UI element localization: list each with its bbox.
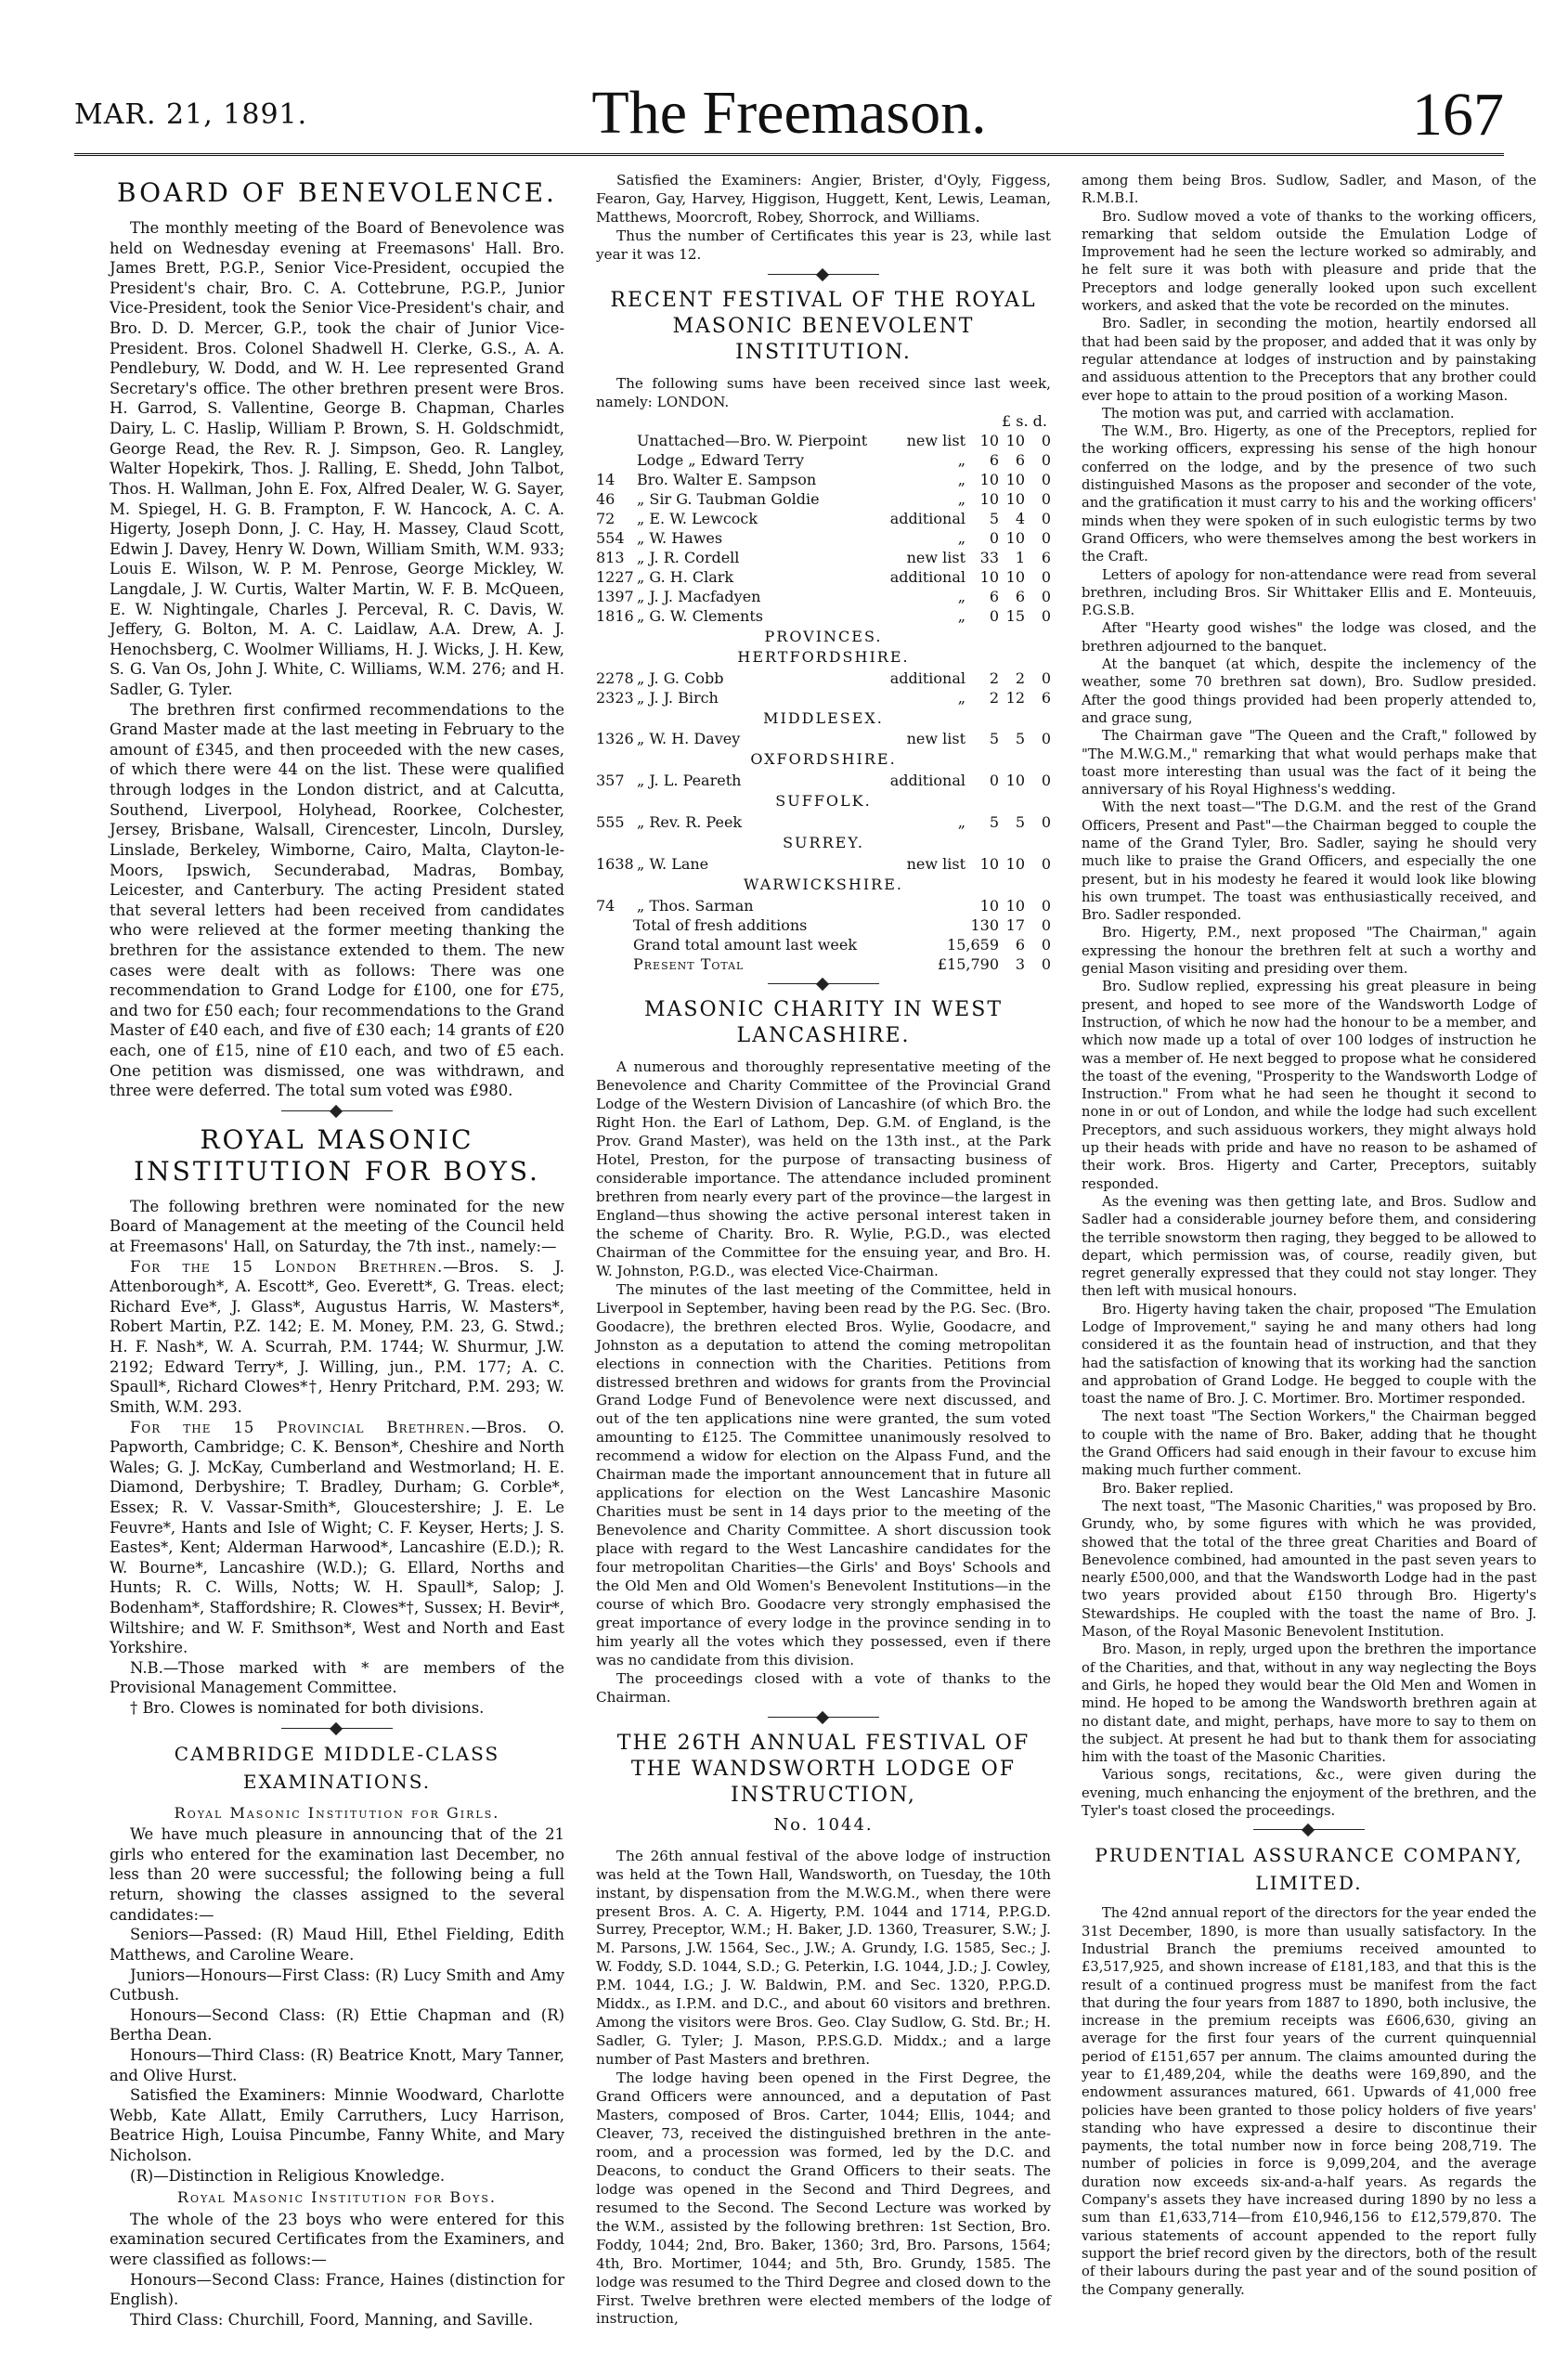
sum-row [596,668,1051,688]
total-row [596,915,1051,935]
sum-lodge-no: 2278 [596,668,634,687]
sum-shillings: 10 [1005,855,1025,874]
wandsworth-cont-para: Letters of apology for non-attendance were read from several brethren, including Bros. Sir Whittaker Ellis and E. Monteuuis, P.G.S.B. [1082,566,1536,619]
total-d: 0 [1041,916,1051,935]
sum-donor: Lodge „ Edward Terry [637,450,805,469]
boys-provincial [110,1418,564,1658]
sum-pounds: 10 [979,855,999,874]
sum-list-note: new list [906,855,965,874]
newspaper-title: The Freemason. [591,79,987,147]
total-s: 6 [1015,936,1025,954]
wandsworth-cont-para: Bro. Higerty, P.M., next proposed "The Chairman," again expressing the honour the brethren felt at such a worthy and genial Mason visiting and presiding over them. [1082,925,1536,978]
sum-row [596,528,1051,548]
total-s: 17 [1005,916,1025,935]
wandsworth-cont-para: The motion was put, and carried with acclamation. [1102,405,1455,422]
sum-lodge-no: 14 [596,470,616,488]
sum-donor: „ Sir G. Taubman Goldie [637,489,820,508]
totals-table [596,915,1051,974]
sum-shillings: 10 [1005,772,1025,790]
boys-london-label: For the 15 London Brethren. [130,1257,444,1276]
wandsworth-cont-para: among them being Bros. Sudlow, Sadler, and Mason, of the R.M.B.I. [1082,173,1536,207]
sum-lodge-no: 1816 [596,606,634,625]
sum-donor: Unattached—Bro. W. Pierpoint [637,431,868,449]
total-row [596,935,1051,954]
section-divider [768,1717,879,1718]
exam-result-line: Third Class: Churchill, Foord, Manning, and Saville. [130,2310,534,2329]
london-heading: LONDON. [656,393,730,410]
issue-date: MAR. 21, 1891. [74,98,308,131]
warwick-table [596,896,1051,915]
girls-intro: We have much pleasure in announcing that of the 21 girls who entered for the examination last December, no less than 20 were successful; the following being a full return, showing the classes assigned to the several candidates:— [110,1825,564,1924]
warwick-rows [596,896,1051,915]
cambridge-heading: CAMBRIDGE MIDDLE-CLASS [174,1742,500,1765]
sum-donor: „ Thos. Sarman [637,897,754,915]
sum-pounds: 5 [989,730,999,748]
sum-pence: 0 [1041,450,1051,469]
festival-heading: RECENT FESTIVAL OF THE ROYAL MASONIC BENEVOLENT INSTITUTION. [610,288,1037,364]
suffolk-rows [596,812,1051,832]
sum-donor: „ J. J. Macfadyen [637,587,761,605]
column-1 [110,172,564,2330]
warwick-heading: WARWICKSHIRE. [744,876,903,894]
sum-shillings: 10 [1005,897,1025,915]
sum-pence: 0 [1041,509,1051,527]
sum-pounds: 0 [989,606,999,625]
sum-donor: „ G. H. Clark [637,567,734,586]
london-rows [596,431,1051,626]
wandsworth-cont-para: Various songs, recitations, &c., were given during the evening, much enhancing the enjoyment of the brethren, and the Tyler's toast closed the proceedings. [1082,1767,1536,1820]
column-3 [1082,172,1536,2299]
sum-donor: „ W. Lane [637,855,709,874]
sum-list-note: „ [957,528,965,547]
boys-nb: N.B.—Those marked with * are members of the Provisional Management Committee. [110,1658,564,1697]
sum-shillings: 10 [1005,489,1025,508]
lancashire-para: The proceedings closed with a vote of thanks to the Chairman. [596,1669,1051,1706]
sum-lodge-no: 74 [596,897,616,915]
exam-result-line: (R)—Distinction in Religious Knowledge. [130,2166,446,2185]
sum-list-note: additional [889,772,965,790]
sum-donor: „ J. G. Cobb [637,668,724,687]
exam-result-line: Honours—Second Class: (R) Ettie Chapman and (R) Bertha Dean. [110,2005,564,2044]
exam-result-line: Seniors—Passed: (R) Maud Hill, Ethel Fielding, Edith Matthews, and Caroline Weare. [110,1926,564,1964]
sum-pounds: 33 [979,548,999,566]
total-d: 0 [1041,955,1051,974]
middlesex-rows [596,729,1051,748]
section-divider [281,1110,393,1111]
lancashire-para: The minutes of the last meeting of the Committee, held in Liverpool in September, having been read by the P.G. Sec. (Bro. Goodacre), the brethren elected Bros. Wylie, Goodacre, and Johnston as a deputation to attend the coming metropolitan elections in connection with the Charities. Petitions from distressed brethren and widows for grants from the Provincial Grand Lodge Fund of Benevolence were next discussed, and out of the ten applications nine were granted, the sum voted amounting to £125. The Committee unanimously resolved to recommend a widow for election on the Alpass Fund, and the Chairman made the important announcement that in future all applications for election on the West Lancashire Masonic Charities must be sent in 14 days prior to the meeting of the Benevolence and Charity Committee. A short discussion took place with regard to the West Lancashire candidates for the four metropolitan Charities—the Girls' and Boys' Schools and the Old Men and Old Women's Benevolent Institutions—in the course of which Bro. Goodacre very strongly emphasised the great importance of every lodge in the province sending in to him yearly all the votes which they possessed, even if there was no candidate from this division. [596,1280,1051,1668]
provinces-heading: PROVINCES. [764,627,883,645]
total-l: £15,790 [937,955,999,974]
sum-pence: 0 [1041,897,1051,915]
present-total-row [596,954,1051,974]
wandsworth-cont-para: Bro. Baker replied. [1102,1480,1234,1497]
boys-exam-subheading: Royal Masonic Institution for Boys. [176,2188,498,2207]
benevolence-heading: BOARD OF BENEVOLENCE. [117,177,557,208]
sum-pence: 0 [1041,489,1051,508]
sum-donor: „ W. Hawes [637,528,723,547]
oxford-table [596,771,1051,790]
sum-row [596,812,1051,832]
page-number: 167 [1412,81,1504,149]
boys-intro: The following brethren were nominated for the new Board of Management at the meeting of the Council held at Freemasons' Hall, on Saturday, the 7th inst., namely:— [110,1197,564,1256]
sum-list-note: additional [889,567,965,586]
sum-shillings: 10 [1005,470,1025,488]
sum-list-note: „ [957,587,965,605]
sum-pounds: 10 [979,567,999,586]
benevolence-para: The monthly meeting of the Board of Benevolence was held on Wednesday evening at Freemasons' Hall. Bro. James Brett, P.G.P., Senior Vice-President, occupied the President's chair, Bro. C. A. Cottebrune, P.G.P., Junior Vice-President, took the Senior Vice-President's chair, and Bro. D. D. Mercer, G.P., took the chair of Junior Vice-President. Bros. Colonel Shadwell H. Clerke, G.S., A. A. Pendlebury, W. Dodd, and W. H. Lee represented Grand Secretary's office. The other brethren present were Bros. H. Garrod, S. Vallentine, George B. Chapman, Charles Dairy, L. C. Haslip, William P. Brown, S. H. Goldschmidt, George Read, the Rev. R. J. Simpson, Geo. R. Langley, Walter Hopekirk, Thos. J. Ralling, E. Shedd, John Talbot, Thos. H. Wallman, John E. Fox, Alfred Dealer, W. G. Sayer, M. Spiegel, H. G. B. Frampton, F. W. Hancock, A. C. A. Higerty, Joseph Donn, J. C. Hay, H. Massey, Claud Scott, Edwin J. Davey, Henry W. Down, William Smith, W.M. 933; Louis E. Wilson, W. P. M. Penrose, George Mickley, W. Langdale, J. W. Curtis, Walter Martin, W. F. B. McQueen, E. W. Nightingale, Charles J. Perceval, R. C. Davis, W. Jeffery, G. Bolton, M. A. C. Laidlaw, A.A. Drew, A. J. Henochsberg, C. Woolmer Williams, H. J. Wicks, J. H. Kew, S. G. Van Os, John J. White, C. Williams, W.M. 276; and H. Sadler, G. Tyler. [110,219,564,699]
sum-pence: 0 [1041,855,1051,874]
section-divider [281,1728,393,1729]
masthead [74,65,1504,156]
column-2 [596,172,1051,2329]
wandsworth-heading: THE 26TH ANNUAL FESTIVAL OF THE WANDSWORTH LODGE OF INSTRUCTION, [616,1731,1030,1807]
sum-pence: 6 [1041,688,1051,707]
prudential-heading: PRUDENTIAL ASSURANCE COMPANY, [1095,1844,1523,1867]
sum-donor: „ G. W. Clements [637,606,763,625]
section-divider [768,274,879,275]
benevolence-para: The brethren first confirmed recommendations to the Grand Master made at the last meeting in February to the amount of £345, and then proceeded with the new cases, of which there were 44 on the list. These were qualified through lodges in the London district, and at Calcutta, Southend, Liverpool, Holyhead, Roorkee, Colchester, Jersey, Brisbane, Walsall, Cirencester, Lincoln, Dursley, Linslade, Berkeley, Wimborne, Cairo, Malta, Clayton-le-Moors, Ipswich, Secunderabad, Madras, Bombay, Leicester, and Canterbury. The acting President stated that several letters had been received from candidates who were relieved at the former meeting thanking the brethren for the assistance extended to them. The new cases were dealt with as follows: There was one recommendation to Grand Lodge for £100, one for £75, and two for £50 each; four recommendations to the Grand Master of £40 each, and five of £30 each; 14 grants of £20 each, one of £15, nine of £10 each, and two of £5 each. One petition was dismissed, one was withdrawn, and three were deferred. The total sum voted was £980. [110,700,564,1100]
sum-lodge-no [596,450,637,470]
wandsworth-cont-para: Bro. Mason, in reply, urged upon the brethren the importance of the Charities, and that, without in any way neglecting the Boys and Girls, he hoped they would bear the Old Men and Women in mind. He hoped to be among the Wandsworth brethren again at no distant date, and might, perhaps, have more to say to them on the subject. At present he had but to thank them for associating him with the toast of the Masonic Charities. [1082,1642,1536,1766]
wandsworth-cont-para: Bro. Sudlow replied, expressing his great pleasure in being present, and hoped to see more of the Wandsworth Lodge of Instruction, of which he now had the honour to be a member, and which now made up a total of over 100 lodges of instruction he was a member of. He next begged to propose what he considered the toast of the evening, "Prosperity to the Wandsworth Lodge of Instruction." From what he had seen he thought it second to none in or out of London, and while the lodge had such excellent Preceptors, and such assiduous workers, they might always hold up their heads with pride and have no reason to be ashamed of their work. Bros. Higerty and Carter, Preceptors, suitably responded. [1082,979,1536,1192]
sum-list-note [952,896,973,915]
sum-shillings: 2 [1015,668,1025,687]
sum-donor: „ J. J. Birch [637,688,719,707]
section-divider [768,983,879,984]
sum-lodge-no [596,431,637,450]
sum-row [596,854,1051,874]
total-label: Grand total amount last week [633,936,858,954]
total-l: 130 [970,916,999,935]
sum-donor: „ J. R. Cordell [637,548,740,566]
herts-table [596,668,1051,707]
sum-shillings: 15 [1005,606,1025,625]
festival-intro [596,375,1051,412]
section-divider [1253,1829,1365,1830]
boys-dagger-note: † Bro. Clowes is nominated for both divisions. [130,1699,485,1718]
sum-list-note: additional [889,668,965,687]
sum-pence: 0 [1041,606,1051,625]
sum-shillings: 10 [1005,431,1025,449]
boys-london [110,1257,564,1418]
sum-lodge-no: 555 [596,813,625,832]
wandsworth-cont-para: After "Hearty good wishes" the lodge was closed, and the brethren adjourned to the banquet. [1082,620,1536,655]
sum-list-note: „ [957,450,965,469]
sum-lodge-no: 2323 [596,688,634,707]
sum-pounds: 6 [989,450,999,469]
sum-list-note: „ [957,470,965,488]
sum-row [596,431,1051,450]
lancashire-heading: MASONIC CHARITY IN WEST LANCASHIRE. [644,998,1003,1048]
sum-row [596,489,1051,509]
sum-lodge-no: 72 [596,509,616,527]
sum-donor: „ W. H. Davey [637,730,741,748]
wandsworth-cont-para: As the evening was then getting late, and Bros. Sudlow and Sadler had a considerable journey before them, and considering the terrible snowstorm then raging, they begged to be allowed to depart, which permission was, of course, readily given, but regret generally expressed that they could not stay longer. They then left with musical honours. [1082,1193,1536,1300]
wandsworth-para: The 26th annual festival of the above lodge of instruction was held at the Town Hall, Wandsworth, on Tuesday, the 10th instant, by dispensation from the M.W.G.M., when there were present Bros. A. C. A. Higerty, P.M. 1044 and 1714, P.P.G.D. Surrey, Preceptor, W.M.; H. Baker, J.D. 1360, Treasurer, S.W.; J. M. Parsons, J.W. 1564, Sec., J.W.; A. Grundy, I.G. 1585, Sec.; J. W. Foddy, S.D. 1044, S.D.; G. Peterkin, I.G. 1044, J.D.; J. Cowley, P.M. 1044, I.G.; J. W. Baldwin, P.M. and Sec. 1320, P.P.G.D. Middx., as I.P.M. and D.C., and about 60 visitors and brethren. Among the visitors were Bros. Geo. Clay Sudlow, G. Std. Br.; H. Sadler, G. Tyler; J. Mason, P.P.S.G.D. Middx.; and a large number of Past Masters and brethren. [596,1847,1051,2069]
sum-shillings: 5 [1015,813,1025,832]
oxford-heading: OXFORDSHIRE. [750,750,897,769]
wandsworth-cont-para: The next toast, "The Masonic Charities," was proposed by Bro. Grundy, who, by some figures with which he was provided, showed that the total of the three great Charities and Board of Benevolence combined, had amounted in the past seven years to nearly £500,000, and that the Wandsworth Lodge had in the past two years provided about £150 through Bro. Higerty's Stewardships. He coupled with the toast the name of Bro. J. Mason, of the Royal Masonic Benevolent Institution. [1082,1498,1536,1641]
sum-lodge-no: 1326 [596,730,634,748]
sum-lodge-no: 813 [596,548,625,566]
lsd-header: £ s. d. [1002,411,1047,430]
sum-pounds: 2 [989,668,999,687]
lancashire-para: A numerous and thoroughly representative meeting of the Benevolence and Charity Committee of the Provincial Grand Lodge of the Western Division of Lancashire (of which Bro. the Right Hon. the Earl of Lathom, Dep. G.M. of England, is the Prov. Grand Master), was held on the 13th inst., at the Park Hotel, Preston, for the purpose of transacting business of considerable importance. The attendance included prominent brethren from nearly every part of the province—the largest in England—thus showing the active personal interest taken in the scheme of Charity. Bro. R. Wylie, P.G.D., was elected Chairman of the Committee for the ensuing year, and Bro. H. W. Johnston, P.G.D., was elected Vice-Chairman. [596,1058,1051,1279]
sum-shillings: 1 [1015,548,1025,566]
boys-london-text: —Bros. S. J. Attenborough*, A. Escott*, Geo. Everett*, G. Treas. elect; Richard Eve*, J. Glass*, Augustus Harris, W. Masters*, Robert Martin, P.Z. 142; E. M. Money, P.M. 23, G. Stwd.; H. F. Nash*, W. A. Scurrah, P.M. 1744; W. Shurmur, J.W. 2192; Edward Terry*, J. Willing, jun., P.M. 177; A. C. Spaull*, Richard Clowes*†, Henry Pritchard, P.M. 293; W. Smith, W.M. 293. [110,1257,564,1416]
sum-row [596,771,1051,790]
certificates-count: Thus the number of Certificates this year is 23, while last year it was 12. [596,227,1051,263]
middlesex-heading: MIDDLESEX. [763,708,884,727]
surrey-heading: SURREY. [783,834,864,852]
boys-exam-intro: The whole of the 23 boys who were entered for this examination secured Certificates from the Examiners, and were classified as follows:— [110,2210,564,2269]
sum-row [596,548,1051,567]
exam-result-line: Juniors—Honours—First Class: (R) Lucy Smith and Amy Cutbush. [110,1966,564,2005]
exam-result-line: Satisfied the Examiners: Minnie Woodward, Charlotte Webb, Kate Allatt, Emily Carruthers, Lucy Harrison, Beatrice High, Louisa Pincumbe, Fanny White, and Mary Nicholson. [110,2086,564,2165]
sum-shillings: 10 [1005,528,1025,547]
sum-pounds: 5 [989,509,999,527]
sum-list-note: „ [957,813,965,832]
sum-pence: 0 [1041,813,1051,832]
wandsworth-lodge-number: No. 1044. [773,1814,874,1835]
sum-pence: 0 [1041,470,1051,488]
sum-row [596,567,1051,587]
sum-pounds: 0 [989,528,999,547]
prudential-para: The 42nd annual report of the directors for the year ended the 31st December, 1890, is more than usually satisfactory. In the Industrial Branch the premiums received amounted to £3,517,925, and shown increase of £181,183, and that this is the result of a continued progress must be manifest from the fact that during the four years from 1887 to 1890, both inclusive, the increase in the premium receipts was £606,630, giving an average for the first four years of the current quinquennial period of £151,657 per annum. The claims amounted during the year to £1,489,204, while the deaths were 169,890, and the endowment assurances matured, 661. Upwards of 41,000 free policies have been granted to those policy holders of five years' standing who have expressed a desire to discontinue their payments, the total number now in force being 208,719. The number of policies in force is 9,099,204, and the average duration now exceeds six-and-a-half years. As regards the Company's assets they have increased during 1890 by no less a sum than £1,633,714—from £10,946,156 to £12,579,870. The various statements of account appended to the report fully support the brief record given by the directors, both of the result of their labours during the past year and of the sound position of the Company generally. [1082,1905,1536,2298]
sum-row [596,729,1051,748]
sum-row [596,688,1051,707]
total-l: 15,659 [947,936,999,954]
sum-donor: „ Rev. R. Peek [637,813,743,832]
sum-donor: „ J. L. Peareth [637,772,742,790]
wandsworth-cont-para: At the banquet (at which, despite the inclemency of the weather, some 70 brethren sat down), Bro. Sudlow presided. After the good things provided had been properly attended to, and grace sung, [1082,656,1536,726]
sum-pence: 6 [1041,548,1051,566]
sums-table [596,431,1051,626]
sum-shillings: 6 [1015,450,1025,469]
wandsworth-cont-para: The Chairman gave "The Queen and the Craft," followed by "The M.W.G.M.," remarking that what would perhaps make that toast more interesting than usual was the fact of it being the anniversary of his Royal Highness's wedding. [1082,728,1536,798]
sum-list-note: new list [906,431,965,449]
surrey-table [596,854,1051,874]
boys-provincial-text: —Bros. O. Papworth, Cambridge; C. K. Benson*, Cheshire and North Wales; G. J. McKay, Cumberland and Westmorland; H. E. Diamond, Derbyshire; T. Bradley, Durham; G. Corble*, Essex; R. V. Vassar-Smith*, Gloucestershire; J. E. Le Feuvre*, Hants and Isle of Wight; C. F. Keyser, Herts; J. S. Eastes*, Kent; Alderman Harwood*, Lancashire (E.D.); R. W. Bourne*, Lancashire (W.D.); G. Ellard, Norths and Hunts; R. C. Wills, Notts; W. H. Spaull*, Salop; J. Bodenham*, Staffordshire; R. Clowes*†, Sussex; H. Bevir*, Wiltshire; and W. F. Smithson*, West and North and East Yorkshire. [110,1418,564,1657]
sum-shillings: 12 [1005,688,1025,707]
sum-pence: 0 [1041,431,1051,449]
sum-list-note: additional [889,509,965,527]
herts-heading: HERTFORDSHIRE. [737,647,910,666]
wandsworth-cont-para: With the next toast—"The D.G.M. and the rest of the Grand Officers, Present and Past"—the Chairman begged to couple the name of the Grand Tyler, Bro. Sadler, saying he should very much like to praise the Grand Officers, and especially the one present, but in his modesty he feared it would look like blowing his own trumpet. The toast was enthusiastically received, and Bro. Sadler responded. [1082,799,1536,924]
boys-provincial-label: For the 15 Provincial Brethren. [130,1418,472,1436]
sum-row [596,587,1051,606]
sum-row [596,450,1051,470]
exam-result-line: Honours—Third Class: (R) Beatrice Knott, Mary Tanner, and Olive Hurst. [110,2045,564,2084]
wandsworth-cont-para: Bro. Sudlow moved a vote of thanks to the working officers, remarking that seldom outside the Emulation Lodge of Improvement had he seen the lecture worked so admirably, and he felt sure it was both with pleasure and pride that the Preceptors and lodge generally looked upon such excellent workers, and asked that the vote be recorded on the minutes. [1082,208,1536,315]
festival-intro-text: The following sums have been received since last week, namely: [596,374,1051,410]
present-total-label: Present Total [633,955,745,974]
wandsworth-para: The lodge having been opened in the First Degree, the Grand Officers were announced, and a deputation of Past Masters, composed of Bros. Carter, 1044; Ellis, 1044; and Cleaver, 73, received the distinguished brethren in the ante-room, and a procession was formed, led by the D.C. and Deacons, to conduct the Grand Officers to their seats. The lodge was opened in the Second and Third Degrees, and resumed to the Second. The Second Lecture was worked by the W.M., assisted by the following brethren: 1st Section, Bro. Foddy, 1044; 2nd, Bro. Baker, 1360; 3rd, Bro. Parsons, 1564; 4th, Bro. Mortimer, 1044; and 5th, Bro. Grundy, 1585. The lodge was resumed to the Third Degree and closed down to the First. Twelve brethren were elected members of the lodge of instruction, [596,2070,1051,2328]
boys-heading: ROYAL MASONIC INSTITUTION FOR BOYS. [134,1123,540,1187]
satisfied-examiners: Satisfied the Examiners: Angier, Brister, d'Oyly, Figgess, Fearon, Gay, Harvey, Higgison, Huggett, Kent, Lewis, Leaman, Matthews, Moorcroft, Robey, Shorrock, and Williams. [596,172,1051,226]
surrey-rows [596,854,1051,874]
sum-lodge-no: 357 [596,772,625,790]
sum-pounds: 10 [979,470,999,488]
sum-pounds: 10 [979,489,999,508]
sum-lodge-no: 1397 [596,587,634,605]
sum-pence: 0 [1041,567,1051,586]
sum-list-note: new list [906,730,965,748]
exam-result-line: Honours—Second Class: France, Haines (distinction for English). [110,2270,564,2309]
total-label: Total of fresh additions [633,916,808,935]
sum-pounds: 5 [989,813,999,832]
sum-list-note: „ [957,606,965,625]
sum-row [596,470,1051,489]
oxford-rows [596,771,1051,790]
sum-shillings: 4 [1015,509,1025,527]
middlesex-table [596,729,1051,748]
sum-pounds: 10 [979,897,999,915]
sum-list-note: „ [957,688,965,707]
sum-pence: 0 [1041,587,1051,605]
sum-row [596,606,1051,626]
wandsworth-cont-para: Bro. Higerty having taken the chair, proposed "The Emulation Lodge of Improvement," saying he and many others had long considered it as the fountain head of instruction, and that they had the satisfaction of knowing that its working had the sanction and approbation of Grand Lodge. He begged to couple with the toast the name of Bro. J. C. Mortimer. Bro. Mortimer responded. [1082,1301,1536,1408]
sum-donor: „ E. W. Lewcock [637,509,758,527]
sum-row [596,509,1051,528]
sum-lodge-no: 1227 [596,567,634,586]
sum-shillings: 10 [1005,567,1025,586]
sum-pounds: 2 [989,688,999,707]
sum-list-note: new list [906,548,965,566]
sum-donor: Bro. Walter E. Sampson [637,470,817,488]
suffolk-table [596,812,1051,832]
sum-list-note: „ [957,489,965,508]
cambridge-heading-2: EXAMINATIONS. [242,1770,432,1793]
sum-row [596,896,1051,915]
wandsworth-cont-para: The next toast "The Section Workers," the Chairman begged to couple with the name of Bro. Baker, adding that he thought the Grand Officers had said enough in their favour to excuse him making much further comment. [1082,1408,1536,1479]
sum-lodge-no: 1638 [596,855,634,874]
sum-lodge-no: 46 [596,489,616,508]
total-s: 3 [1015,955,1025,974]
prudential-heading-2: LIMITED. [1255,1872,1363,1895]
sum-pence: 0 [1041,772,1051,790]
suffolk-heading: SUFFOLK. [775,792,872,811]
sum-pounds: 10 [979,431,999,449]
sum-pence: 0 [1041,730,1051,748]
sum-lodge-no: 554 [596,528,625,547]
herts-rows [596,668,1051,707]
wandsworth-cont-para: The W.M., Bro. Higerty, as one of the Preceptors, replied for the working officers, expressing his sense of the high honour conferred on the lodge, and by the presence of two such distinguished Masons as the proposer and seconder of the vote, and the gratification it must carry to his and the working officers' minds when they were spoken of in such eulogistic terms by two Grand Officers, who were themselves among the best workers in the Craft. [1082,423,1536,565]
sum-pence: 0 [1041,668,1051,687]
sum-pounds: 0 [989,772,999,790]
sum-pence: 0 [1041,528,1051,547]
sum-pounds: 6 [989,587,999,605]
total-d: 0 [1041,936,1051,954]
girls-subheading: Royal Masonic Institution for Girls. [174,1803,500,1822]
sum-shillings: 5 [1015,730,1025,748]
sum-shillings: 6 [1015,587,1025,605]
wandsworth-cont-para: Bro. Sadler, in seconding the motion, heartily endorsed all that had been said by the proposer, and added that it was only by regular attendance at lodges of instruction and by painstaking and assiduous attention to the Preceptors that any brother could ever hope to attain to the proud position of a working Mason. [1082,316,1536,404]
